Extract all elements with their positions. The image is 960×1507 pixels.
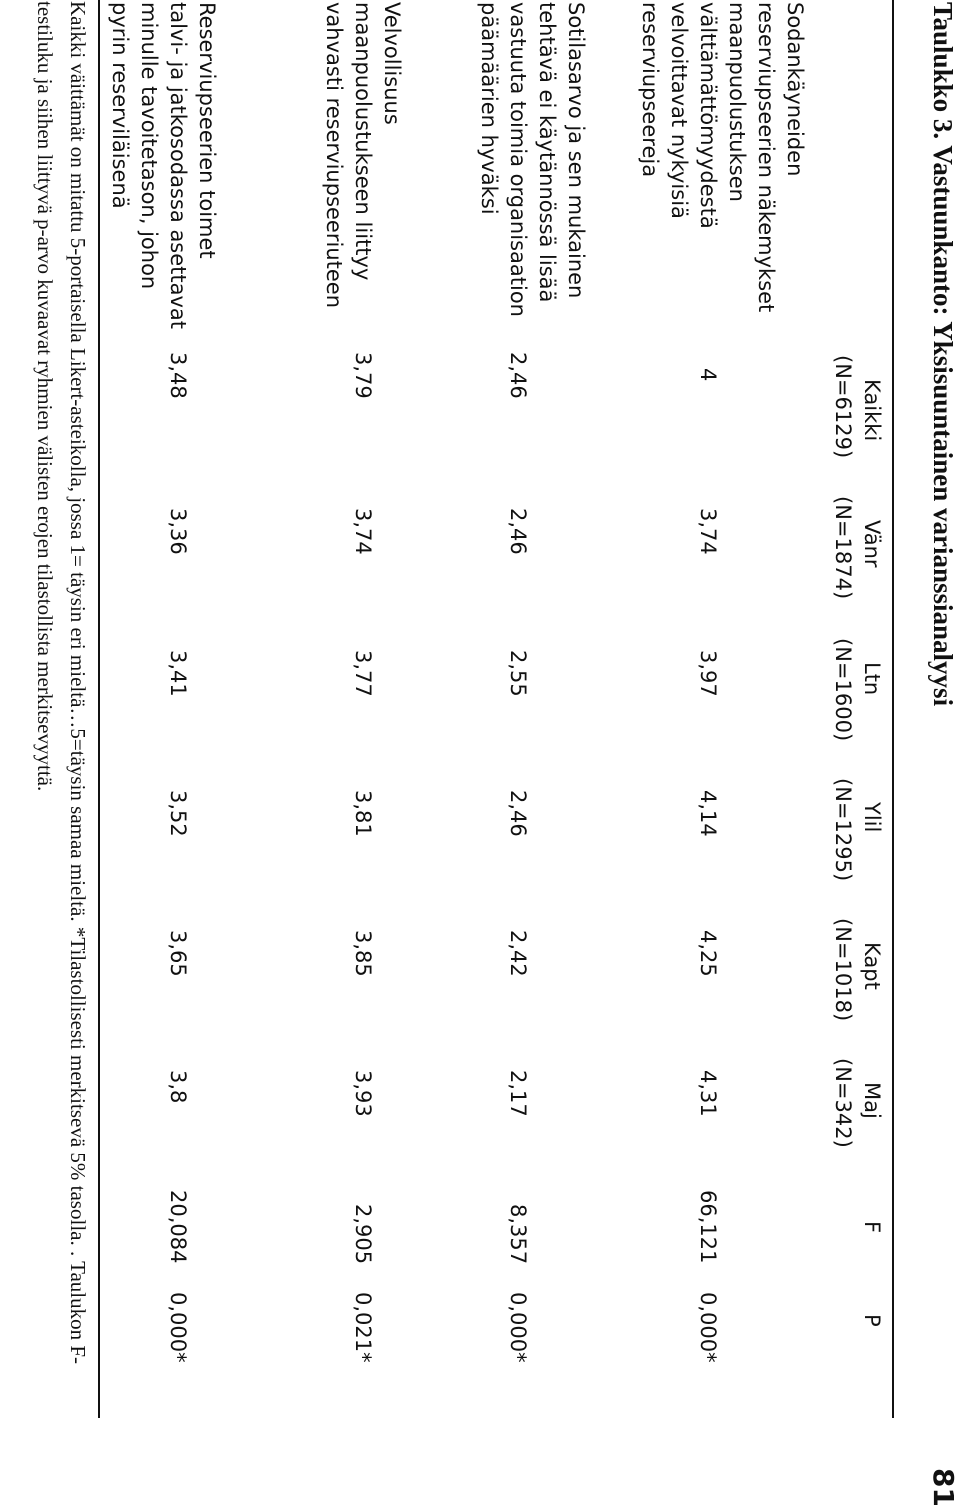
col-header-n: (N=1018) (831, 918, 855, 1022)
col-header-name: Maj (860, 1082, 884, 1119)
col-header-name: F (860, 1221, 884, 1234)
table-bottom-rule (98, 0, 100, 1418)
row-label-line: vahvasti reserviupseeriuteen (322, 2, 346, 309)
col-header-n: (N=1874) (831, 496, 855, 600)
row-label-line: maanpuolustukseen liittyy (351, 2, 375, 281)
cell-ltn: 2,55 (506, 650, 530, 697)
row-label-line: reserviupseereja (638, 2, 662, 178)
row-label-line: tehtävä ei käytännössä lisää (535, 2, 559, 303)
col-header-ylil (828, 778, 886, 881)
cell-vanr: 3,74 (351, 508, 375, 555)
col-header-f (857, 1221, 886, 1233)
col-header-n: (N=1600) (831, 638, 855, 742)
col-header-maj (828, 1058, 886, 1148)
col-header-name: P (860, 1314, 884, 1327)
col-header-kapt (828, 918, 886, 1021)
table-title: Taulukko 3. Vastuunkanto: Yksisuuntainen varianssianalyysi (928, 2, 958, 707)
cell-kaikki: 2,46 (506, 352, 530, 399)
cell-maj: 2,17 (506, 1070, 530, 1117)
cell-ylil: 2,46 (506, 790, 530, 837)
row-label-line: reserviupseerien näkemykset (754, 2, 778, 313)
row-label-line: minulle tavoitetason, johon (137, 2, 161, 290)
col-header-name: Ltn (860, 662, 884, 696)
row-label-line: Reserviupseerien toimet (195, 2, 219, 259)
row-label-line: välttämättömyydestä (696, 2, 720, 229)
col-header-n: (N=342) (831, 1058, 855, 1148)
table-footnote: Kaikki väittämät on mitattu 5-portaisella Likert-asteikolla, jossa 1= täysin eri mieltä…5=täysin samaa mieltä. *Tilastollisesti merkitsevä 5% tasolla. . Taulukon F-testiluku ja siihen liittyvä p-arvo kuvaavat ryhmien välisten erojen tilastollista merkitsevyyttä. (33, 1, 90, 1365)
cell-vanr: 3,36 (166, 508, 190, 555)
col-header-n: (N=6129) (831, 355, 855, 459)
row-label (105, 2, 221, 329)
cell-maj: 4,31 (696, 1070, 720, 1117)
col-header-name: Kaikki (860, 379, 884, 442)
table-top-rule (892, 0, 894, 1418)
cell-ltn: 3,77 (351, 650, 375, 697)
cell-ltn: 3,97 (696, 650, 720, 697)
page-number: 81 (927, 1468, 960, 1507)
cell-kapt: 3,85 (351, 930, 375, 977)
cell-kaikki: 3,79 (351, 352, 375, 399)
cell-kapt: 4,25 (696, 930, 720, 977)
cell-maj: 3,8 (166, 1070, 190, 1104)
row-label (319, 2, 406, 308)
cell-p: 0,021* (351, 1292, 375, 1363)
col-header-name: Vänr (860, 520, 884, 568)
row-label (635, 2, 809, 312)
cell-maj: 3,93 (351, 1070, 375, 1117)
col-header-ltn (828, 638, 886, 741)
col-header-name: Kapt (860, 942, 884, 990)
cell-kapt: 2,42 (506, 930, 530, 977)
cell-f: 8,357 (506, 1204, 530, 1265)
cell-p: 0,000* (166, 1292, 190, 1363)
cell-ylil: 3,81 (351, 790, 375, 837)
col-header-p (857, 1314, 886, 1327)
row-label-line: velvoittavat nykyisiä (667, 2, 691, 219)
cell-kaikki: 3,48 (166, 352, 190, 399)
col-header-name: Ylil (860, 802, 884, 833)
cell-f: 20,084 (166, 1190, 190, 1264)
cell-vanr: 2,46 (506, 508, 530, 555)
cell-p: 0,000* (506, 1292, 530, 1363)
row-label-line: pyrin reserviläisenä (108, 2, 132, 209)
cell-ylil: 3,52 (166, 790, 190, 837)
row-label-line: Sodankäyneiden (783, 2, 807, 177)
col-header-vanr (828, 496, 886, 599)
cell-ltn: 3,41 (166, 650, 190, 697)
cell-f: 2,905 (351, 1204, 375, 1265)
cell-vanr: 3,74 (696, 508, 720, 555)
row-label-line: vastuuta toimia organisaation (506, 2, 530, 317)
row-label-line: talvi- ja jatkosodassa asettavat (166, 2, 190, 330)
row-label (474, 2, 590, 317)
col-header-n: (N=1295) (831, 778, 855, 882)
cell-kaikki: 4 (696, 368, 720, 382)
cell-p: 0,000* (696, 1292, 720, 1363)
row-label-line: maanpuolustuksen (725, 2, 749, 202)
row-label-line: Sotilasarvo ja sen mukainen (564, 2, 588, 299)
cell-kapt: 3,65 (166, 930, 190, 977)
row-label-line: Velvollisuus (380, 2, 404, 125)
cell-ylil: 4,14 (696, 790, 720, 837)
col-header-kaikki (828, 355, 886, 458)
cell-f: 66,121 (696, 1190, 720, 1264)
row-label-line: päämäärien hyväksi (477, 2, 501, 215)
